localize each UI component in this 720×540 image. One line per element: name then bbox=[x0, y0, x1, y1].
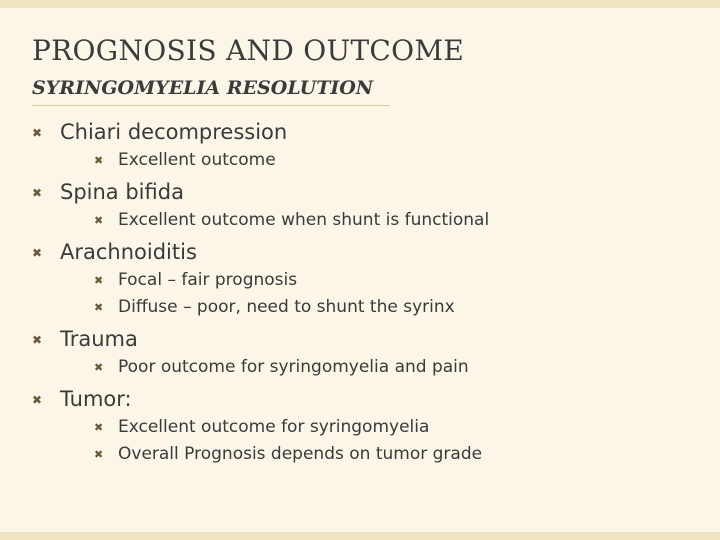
sub-list bbox=[60, 354, 702, 381]
sub-list-item-label: Diffuse – poor, need to shunt the syrinx bbox=[118, 297, 455, 317]
x-mark-icon: ✖ bbox=[94, 154, 104, 167]
x-mark-icon: ✖ bbox=[32, 186, 43, 200]
x-mark-icon: ✖ bbox=[32, 126, 43, 140]
x-mark-icon: ✖ bbox=[94, 361, 104, 374]
sub-list-item bbox=[60, 267, 702, 294]
sub-list-item bbox=[60, 414, 702, 441]
sub-list-item-label: Overall Prognosis depends on tumor grade bbox=[118, 444, 483, 464]
sub-list-item bbox=[60, 441, 702, 468]
sub-list-item bbox=[60, 147, 702, 174]
x-mark-icon: ✖ bbox=[94, 274, 104, 287]
sub-list bbox=[60, 267, 702, 321]
sub-list-item-label: Excellent outcome for syringomyelia bbox=[118, 417, 430, 437]
list-item bbox=[32, 118, 702, 174]
list-item bbox=[32, 238, 702, 321]
list-item-label: Trauma bbox=[60, 327, 138, 351]
sub-list-item-label: Poor outcome for syringomyelia and pain bbox=[118, 357, 469, 377]
slide-subtitle: SYRINGOMYELIA RESOLUTION bbox=[32, 77, 374, 99]
bullet-list bbox=[32, 118, 702, 468]
x-mark-icon: ✖ bbox=[32, 246, 43, 260]
x-mark-icon: ✖ bbox=[32, 333, 43, 347]
x-mark-icon: ✖ bbox=[94, 421, 104, 434]
sub-list bbox=[60, 414, 702, 468]
list-item bbox=[32, 178, 702, 234]
sub-list-item bbox=[60, 354, 702, 381]
sub-list bbox=[60, 147, 702, 174]
x-mark-icon: ✖ bbox=[94, 301, 104, 314]
sub-list-item bbox=[60, 294, 702, 321]
slide-title: PROGNOSIS AND OUTCOME bbox=[32, 34, 465, 67]
x-mark-icon: ✖ bbox=[94, 448, 104, 461]
top-frame-band bbox=[0, 0, 720, 8]
sub-list-item-label: Excellent outcome when shunt is functional bbox=[118, 210, 490, 230]
sub-list-item-label: Focal – fair prognosis bbox=[118, 270, 298, 290]
sub-list bbox=[60, 207, 702, 234]
x-mark-icon: ✖ bbox=[32, 393, 43, 407]
list-item-label: Chiari decompression bbox=[60, 120, 288, 144]
bottom-frame-band bbox=[0, 532, 720, 540]
list-item bbox=[32, 325, 702, 381]
sub-list-item bbox=[60, 207, 702, 234]
subtitle-underline bbox=[32, 105, 390, 106]
list-item-label: Tumor: bbox=[60, 387, 132, 411]
sub-list-item-label: Excellent outcome bbox=[118, 150, 276, 170]
list-item-label: Arachnoiditis bbox=[60, 240, 197, 264]
list-item bbox=[32, 385, 702, 468]
list-item-label: Spina bifida bbox=[60, 180, 184, 204]
x-mark-icon: ✖ bbox=[94, 214, 104, 227]
